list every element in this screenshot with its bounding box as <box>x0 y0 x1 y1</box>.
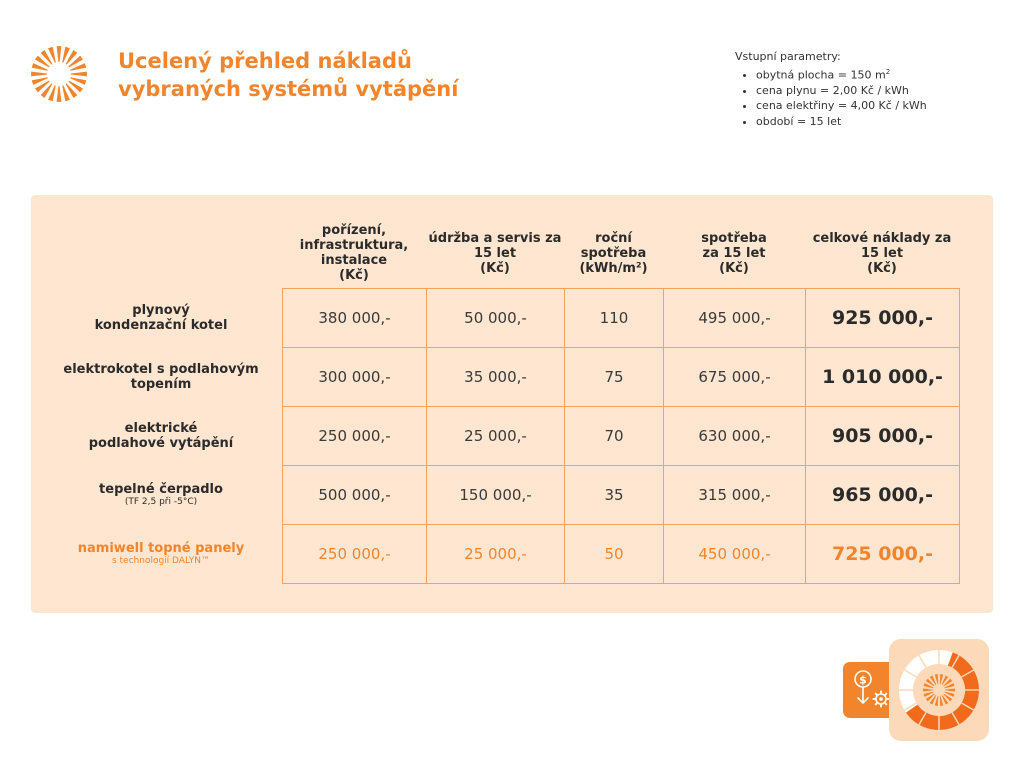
row-label-gas-boiler: plynový kondenzační kotel <box>94 302 228 333</box>
cell-maintenance: 50 000,- <box>427 289 565 348</box>
cell-total-cost: 1 010 000,- <box>806 348 960 407</box>
cell-consumption-15y: 450 000,- <box>664 525 806 584</box>
cost-table-panel <box>31 195 993 613</box>
column-header-consumption-15y: spotřeba za 15 let (Kč) <box>701 230 767 276</box>
column-header-total-cost: celkové náklady za 15 let (Kč) <box>812 230 952 276</box>
title-line-1: Ucelený přehled nákladů <box>118 49 412 73</box>
cell-consumption-15y: 630 000,- <box>664 407 806 466</box>
cell-annual-consumption: 75 <box>565 348 664 407</box>
table-row <box>283 289 960 348</box>
cell-total-cost: 925 000,- <box>806 289 960 348</box>
cell-annual-consumption: 50 <box>565 525 664 584</box>
cell-annual-consumption: 70 <box>565 407 664 466</box>
donut-sun-icon <box>889 639 989 741</box>
cell-acquisition: 250 000,- <box>283 407 427 466</box>
row-label-namiwell-panels: namiwell topné panely s technologií DALYN™ <box>77 540 245 566</box>
row-label-electric-boiler: elektrokotel s podlahovým topením <box>63 361 259 392</box>
table-row-highlight <box>283 525 960 584</box>
cell-annual-consumption: 35 <box>565 466 664 525</box>
table-row <box>283 466 960 525</box>
param-area: • obytná plocha = 150 $m^2$ <box>756 65 927 83</box>
svg-text:$: $ <box>859 673 867 687</box>
cell-consumption-15y: 675 000,- <box>664 348 806 407</box>
cell-total-cost: 965 000,- <box>806 466 960 525</box>
column-header-maintenance: údržba a servis za 15 let (Kč) <box>428 230 562 276</box>
cell-maintenance: 150 000,- <box>427 466 565 525</box>
table-row <box>283 407 960 466</box>
cell-acquisition: 500 000,- <box>283 466 427 525</box>
cell-acquisition: 250 000,- <box>283 525 427 584</box>
cell-maintenance: 25 000,- <box>427 407 565 466</box>
cell-consumption-15y: 495 000,- <box>664 289 806 348</box>
cell-maintenance: 35 000,- <box>427 348 565 407</box>
title-line-2: vybraných systémů vytápění <box>118 77 459 101</box>
column-header-acquisition: pořízení, infrastruktura, instalace (Kč) <box>299 223 409 283</box>
cell-annual-consumption: 110 <box>565 289 664 348</box>
cell-total-cost: 725 000,- <box>806 525 960 584</box>
param-period: • období = 15 let <box>756 114 927 130</box>
cell-acquisition: 380 000,- <box>283 289 427 348</box>
cell-maintenance: 25 000,- <box>427 525 565 584</box>
sun-burst-logo-icon <box>30 45 88 103</box>
row-label-electric-floor-heating: elektrické podlahové vytápění <box>88 420 234 451</box>
page-title <box>118 47 458 103</box>
row-label-heat-pump: tepelné čerpadlo (TF 2,5 při -5°C) <box>99 481 223 507</box>
input-parameters <box>735 49 927 129</box>
cell-acquisition: 300 000,- <box>283 348 427 407</box>
cell-consumption-15y: 315 000,- <box>664 466 806 525</box>
table-row <box>283 348 960 407</box>
param-gas-price: • cena plynu = 2,00 Kč / kWh <box>756 83 927 99</box>
cost-table <box>282 288 960 584</box>
params-list <box>735 65 927 130</box>
column-header-annual-consumption: roční spotřeba (kWh/m²) <box>579 230 648 276</box>
params-heading: Vstupní parametry: <box>735 50 841 63</box>
param-electricity-price: • cena elektřiny = 4,00 Kč / kWh <box>756 98 927 114</box>
cell-total-cost: 905 000,- <box>806 407 960 466</box>
